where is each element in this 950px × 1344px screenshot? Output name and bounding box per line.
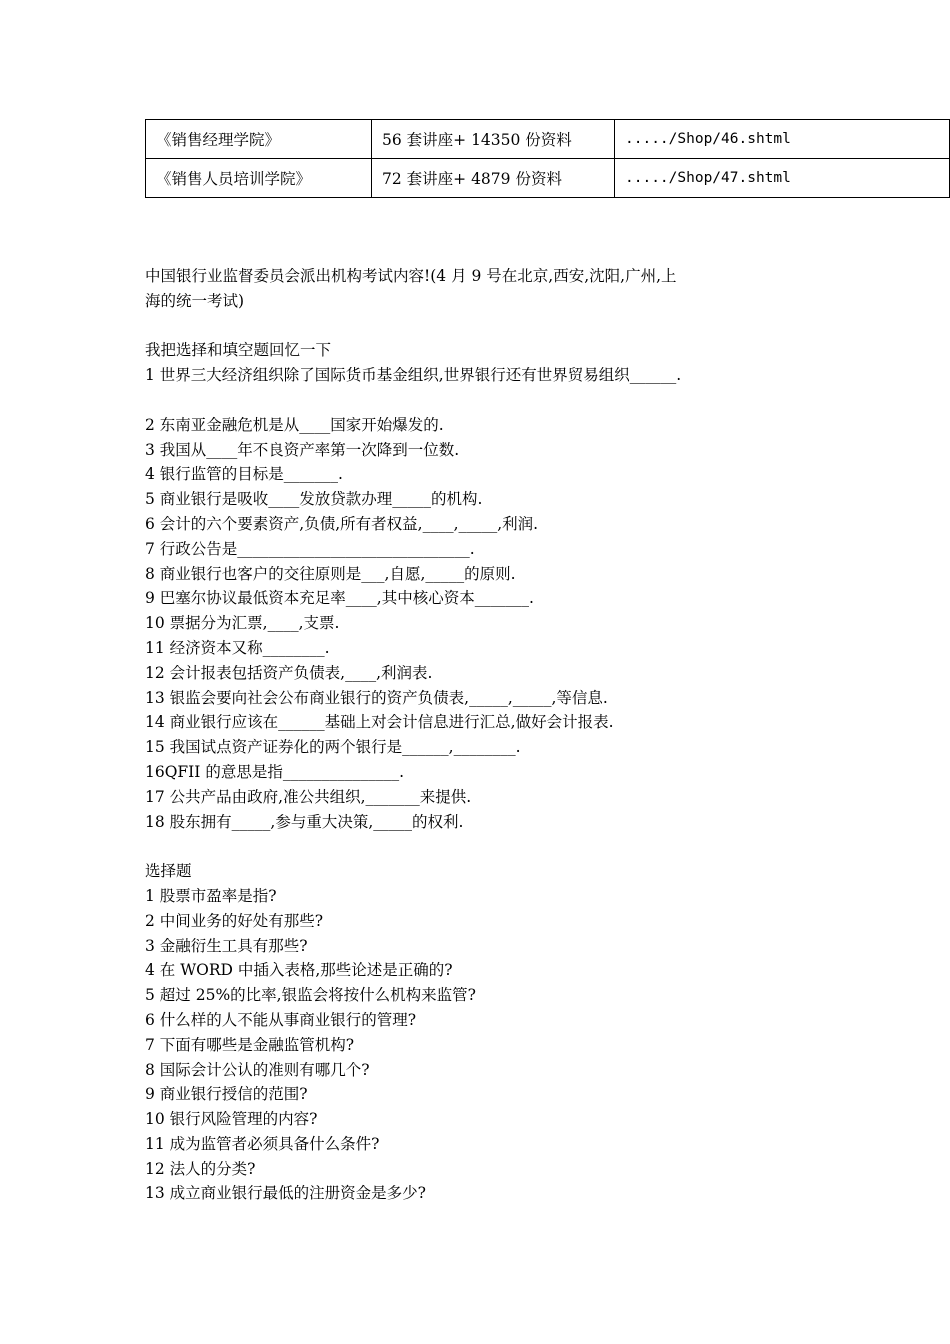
list-item: 4 在 WORD 中插入表格,那些论述是正确的? — [145, 961, 453, 980]
list-item: 8 国际会计公认的准则有哪几个? — [145, 1060, 370, 1079]
list-item: 9 商业银行授信的范围? — [145, 1085, 308, 1104]
list-item: 14 商业银行应该在______基础上对会计信息进行汇总,做好会计报表. — [145, 713, 614, 732]
course-link-cell[interactable]: ...../Shop/46.shtml — [615, 120, 950, 159]
course-title-cell: 《销售经理学院》 — [146, 120, 372, 159]
list-item: 6 会计的六个要素资产,负债,所有者权益,____,_____,利润. — [145, 514, 539, 533]
list-item: 5 超过 25%的比率,银监会将按什么机构来监管? — [145, 986, 476, 1005]
list-item: 12 法人的分类? — [145, 1159, 256, 1178]
course-content-cell: 56 套讲座+ 14350 份资料 — [372, 120, 615, 159]
list-item: 1 股票市盈率是指? — [145, 886, 277, 905]
course-content-cell: 72 套讲座+ 4879 份资料 — [372, 159, 615, 198]
list-item: 13 银监会要向社会公布商业银行的资产负债表,_____,_____,等信息. — [145, 688, 608, 707]
course-title-cell: 《销售人员培训学院》 — [146, 159, 372, 198]
exam-heading-line-1: 中国银行业监督委员会派出机构考试内容!(4 月 9 号在北京,西安,沈阳,广州,上 — [145, 267, 677, 285]
list-item: 2 中间业务的好处有那些? — [145, 911, 324, 930]
course-link-cell[interactable]: ...../Shop/47.shtml — [615, 159, 950, 198]
list-item: 11 成为监管者必须具备什么条件? — [145, 1134, 380, 1153]
exam-heading-line-2: 海的统一考试) — [145, 291, 245, 310]
choice-heading: 选择题 — [145, 862, 192, 881]
list-item: 8 商业银行也客户的交往原则是___,自愿,_____的原则. — [145, 564, 516, 583]
list-item: 10 票据分为汇票,____,支票. — [145, 614, 340, 633]
list-item: 5 商业银行是吸收____发放贷款办理_____的机构. — [145, 490, 483, 509]
table-row — [146, 120, 950, 159]
list-item: 17 公共产品由政府,准公共组织,_______来提供. — [145, 787, 472, 806]
list-item: 10 银行风险管理的内容? — [145, 1110, 318, 1129]
list-item: 16QFII 的意思是指_______________. — [145, 762, 405, 781]
list-item: 11 经济资本又称________. — [145, 638, 330, 657]
list-item: 1 世界三大经济组织除了国际货币基金组织,世界银行还有世界贸易组织______. — [145, 366, 682, 385]
list-item: 7 行政公告是______________________________. — [145, 539, 475, 558]
list-item: 9 巴塞尔协议最低资本充足率____,其中核心资本_______. — [145, 589, 534, 608]
table-row — [146, 159, 950, 198]
list-item: 12 会计报表包括资产负债表,____,利润表. — [145, 663, 433, 682]
list-item: 13 成立商业银行最低的注册资金是多少? — [145, 1184, 426, 1203]
list-item: 6 什么样的人不能从事商业银行的管理? — [145, 1010, 417, 1029]
intro-text: 我把选择和填空题回忆一下 — [145, 341, 332, 360]
resource-table — [145, 119, 950, 198]
list-item: 3 金融衍生工具有那些? — [145, 936, 308, 955]
list-item: 2 东南亚金融危机是从____国家开始爆发的. — [145, 415, 444, 434]
list-item: 3 我国从____年不良资产率第一次降到一位数. — [145, 440, 460, 459]
list-item: 7 下面有哪些是金融监管机构? — [145, 1035, 355, 1054]
list-item: 15 我国试点资产证券化的两个银行是______,________. — [145, 738, 521, 757]
list-item: 4 银行监管的目标是_______. — [145, 465, 343, 484]
list-item: 18 股东拥有_____,参与重大决策,_____的权利. — [145, 812, 464, 831]
exam-content — [145, 264, 845, 1206]
